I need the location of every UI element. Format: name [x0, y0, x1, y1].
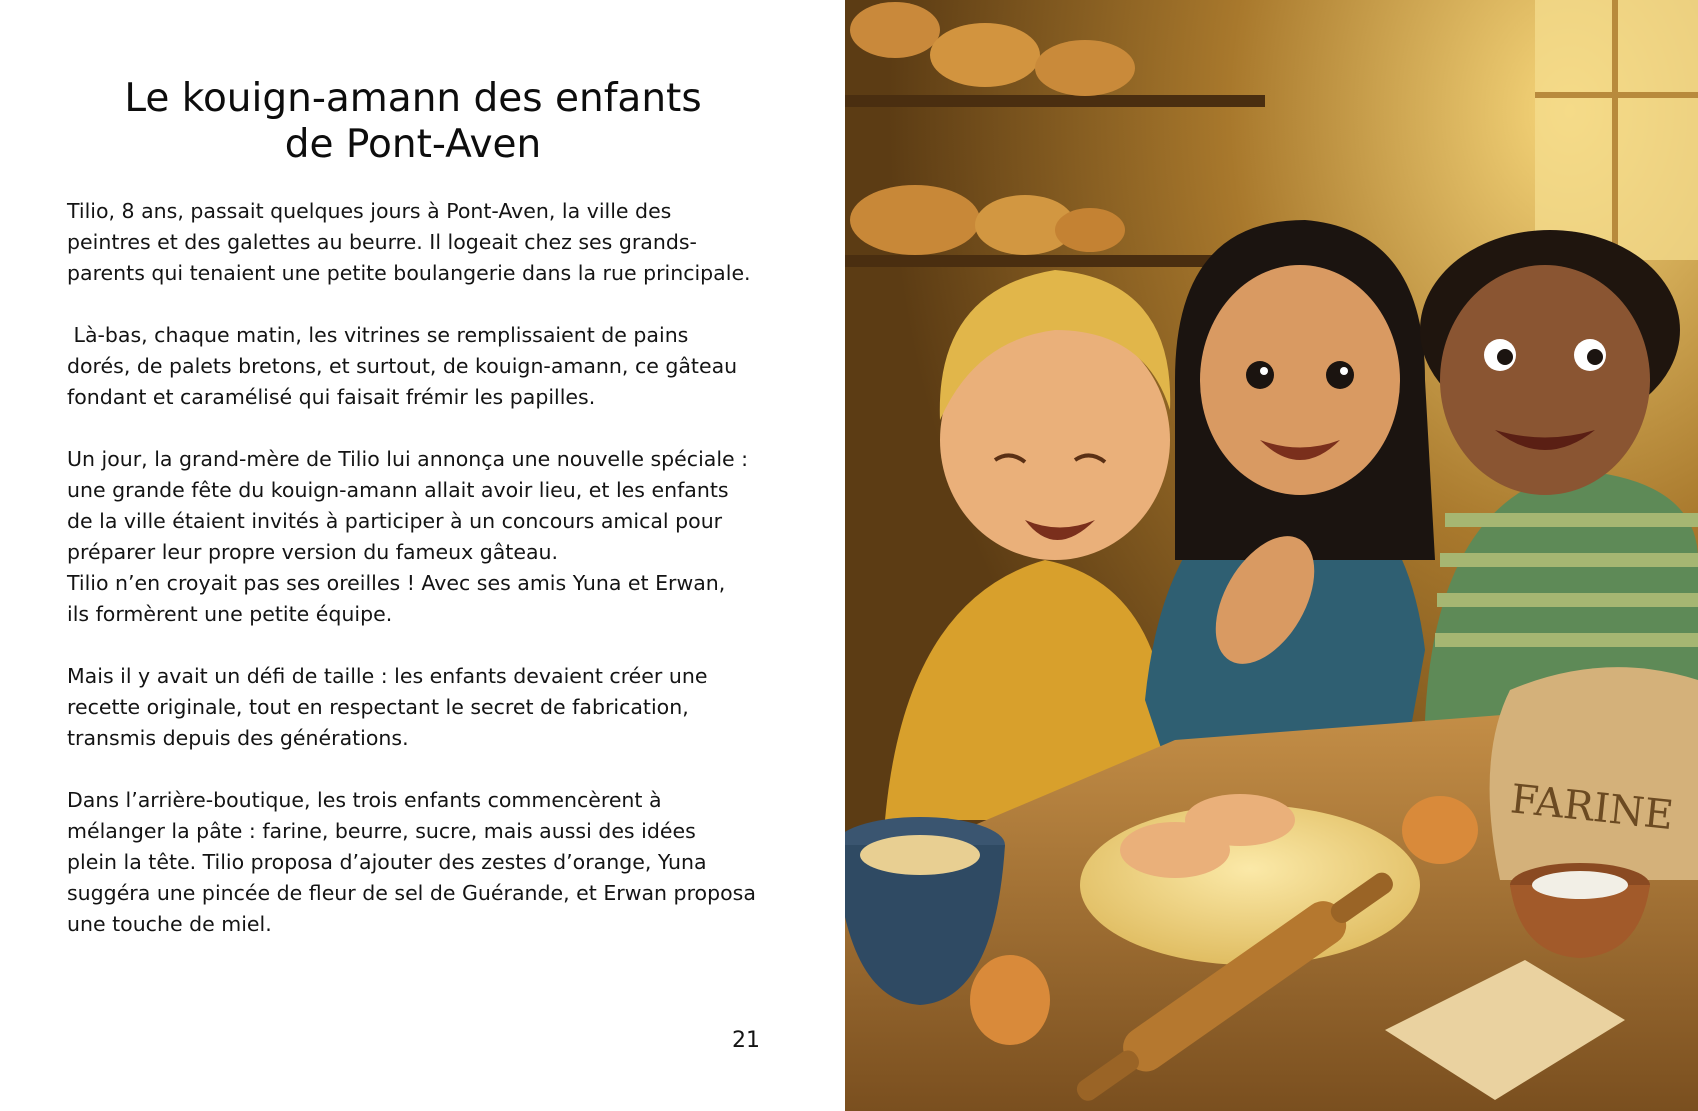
text-line: préparer leur propre version du fameux gâteau. [67, 540, 559, 564]
page-title [0, 76, 826, 168]
text-line: mélanger la pâte : farine, beurre, sucre, mais aussi des idées [67, 819, 696, 843]
text-page [0, 0, 845, 1111]
text-line: recette originale, tout en respectant le secret de fabrication, [67, 695, 689, 719]
text-line: dorés, de palets bretons, et surtout, de kouign-amann, ce gâteau [67, 354, 738, 378]
text-line: plein la tête. Tilio proposa d’ajouter des zestes d’orange, Yuna [67, 850, 707, 874]
hand [1185, 794, 1295, 846]
bakery-scene-image [845, 0, 1698, 1111]
text-line: Dans l’arrière-boutique, les trois enfants commencèrent à [67, 788, 662, 812]
text-line: peintres et des galettes au beurre. Il logeait chez ses grands- [67, 230, 697, 254]
egg [1402, 796, 1478, 864]
text-line: Là-bas, chaque matin, les vitrines se remplissaient de pains [67, 323, 689, 347]
bakery-illustration [845, 0, 1698, 1111]
text-line: une touche de miel. [67, 912, 272, 936]
text-line: de la ville étaient invités à participer à un concours amical pour [67, 509, 723, 533]
text-line: Tilio n’en croyait pas ses oreilles ! Avec ses amis Yuna et Erwan, [67, 571, 726, 595]
text-line: parents qui tenaient une petite boulangerie dans la rue principale. [67, 261, 751, 285]
text-line: Mais il y avait un défi de taille : les enfants devaient créer une [67, 664, 708, 688]
flour-sack [1490, 667, 1698, 880]
text-line: fondant et caramélisé qui faisait frémir les papilles. [67, 385, 596, 409]
text-line: Tilio, 8 ans, passait quelques jours à Pont-Aven, la ville des [67, 199, 672, 223]
sack-label: FARINE [1508, 776, 1676, 840]
text-line: transmis depuis des générations. [67, 726, 409, 750]
story-text [67, 196, 787, 971]
text-line: Un jour, la grand-mère de Tilio lui annonça une nouvelle spéciale : [67, 447, 749, 471]
page-number: 21 [732, 1028, 760, 1053]
paragraph-1 [67, 196, 787, 289]
paragraph-5 [67, 785, 787, 940]
paragraph-4 [67, 661, 787, 754]
paragraph-2 [67, 320, 787, 413]
egg [970, 955, 1050, 1045]
text-line: ils formèrent une petite équipe. [67, 602, 393, 626]
title-line-1: Le kouign-amann des enfants [124, 76, 702, 121]
girl-dark-hair [1145, 220, 1435, 760]
text-line: une grande fête du kouign-amann allait avoir lieu, et les enfants [67, 478, 729, 502]
text-line: suggéra une pincée de fleur de sel de Guérande, et Erwan proposa [67, 881, 756, 905]
title-line-2: de Pont-Aven [284, 122, 542, 167]
paragraph-3 [67, 444, 787, 630]
